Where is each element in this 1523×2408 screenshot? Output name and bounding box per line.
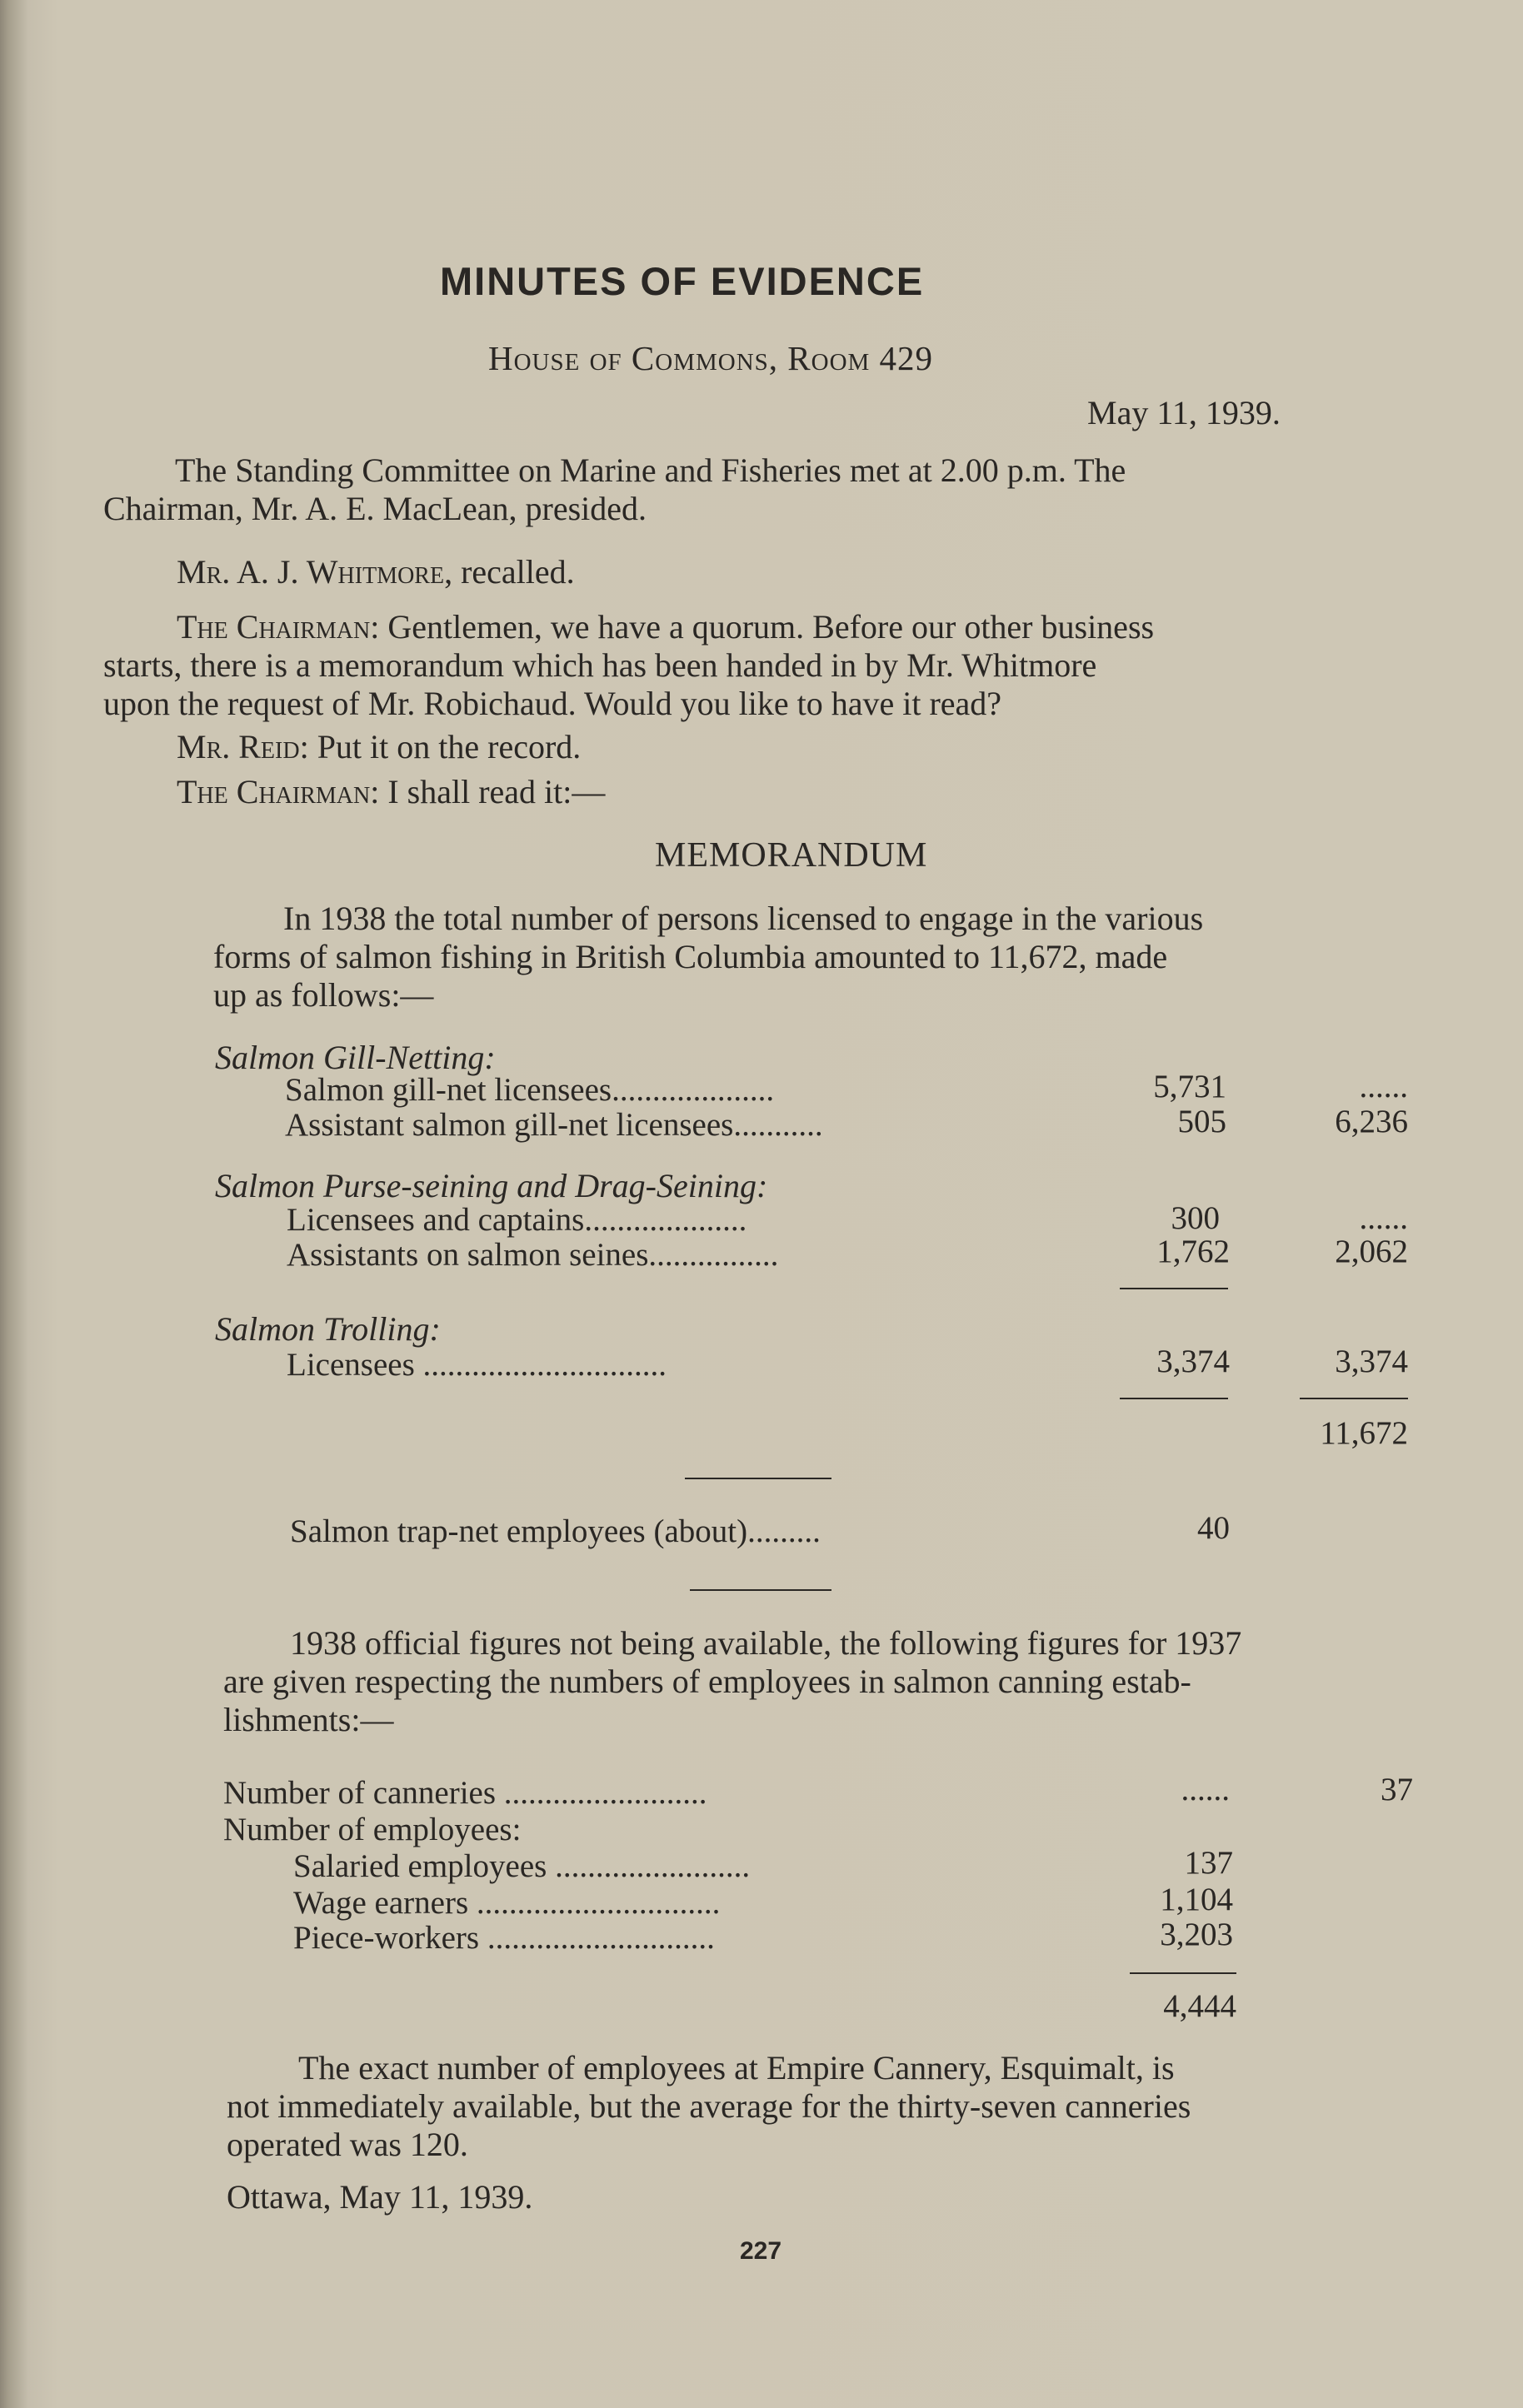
canneries-col2: 37 [1381, 1772, 1413, 1807]
employees-row-1-value: 137 [1184, 1845, 1233, 1881]
trolling-row-1-label: Licensees .............................. [287, 1347, 667, 1383]
opening-line-1: The Standing Committee on Marine and Fisheries met at 2.00 p.m. The [175, 451, 1126, 489]
trolling-row-1-col2: 3,374 [1335, 1344, 1408, 1379]
gill-netting-heading: Salmon Gill-Netting: [215, 1039, 496, 1076]
employees-heading: Number of employees: [223, 1812, 522, 1847]
closing-paragraph [227, 2049, 1413, 2164]
gill-net-row-2-label: Assistant salmon gill-net licensees........... [285, 1107, 823, 1143]
memo-intro-line-2: forms of salmon fishing in British Columbia amounted to 11,672, made [213, 938, 1168, 975]
closing-line-2: not immediately available, but the average for the thirty-seven canneries [227, 2087, 1191, 2125]
purse-row-2-label: Assistants on salmon seines................ [287, 1237, 779, 1273]
page-title: MINUTES OF EVIDENCE [440, 259, 925, 303]
gill-net-row-1-col1: 5,731 [1153, 1069, 1226, 1104]
meeting-date: May 11, 1939. [1087, 394, 1281, 431]
employees-total: 4,444 [1163, 1988, 1236, 2024]
chairman-line-3: upon the request of Mr. Robichaud. Would you like to have it read? [103, 685, 1002, 722]
trolling-heading: Salmon Trolling: [215, 1310, 441, 1348]
witness-name: Mr. A. J. Whitmore, [177, 553, 453, 591]
canning-intro [223, 1624, 1411, 1739]
trolling-row-1-col1: 3,374 [1156, 1344, 1230, 1379]
canneries-col1: ...... [1181, 1772, 1230, 1807]
employees-row-3-label: Piece-workers ............................ [293, 1920, 715, 1956]
canneries-label: Number of canneries ......................... [223, 1775, 707, 1811]
chairman-read-statement [177, 773, 605, 811]
speaker-reid: Mr. Reid: [177, 728, 309, 765]
opening-paragraph [103, 451, 1403, 528]
closing-line-3: operated was 120. [227, 2126, 468, 2163]
purse-row-2-col1: 1,762 [1156, 1234, 1230, 1269]
speaker-chairman-2: The Chairman: [177, 773, 380, 810]
reid-statement [177, 728, 581, 766]
signoff: Ottawa, May 11, 1939. [227, 2178, 533, 2216]
trolling-rule-col1 [1120, 1398, 1228, 1399]
employees-row-2-value: 1,104 [1160, 1882, 1233, 1917]
canning-intro-line-3: lishments:— [223, 1701, 394, 1738]
section-divider-2 [690, 1589, 831, 1591]
employees-row-3-value: 3,203 [1160, 1917, 1233, 1952]
location-subheading: House of Commons, Room 429 [488, 339, 934, 377]
employees-row-2-label: Wage earners .............................. [293, 1885, 721, 1921]
page-number: 227 [740, 2237, 782, 2265]
opening-line-2: Chairman, Mr. A. E. MacLean, presided. [103, 490, 647, 527]
purse-row-1-label: Licensees and captains.................... [287, 1202, 747, 1238]
employees-total-rule [1130, 1972, 1236, 1974]
trap-net-label: Salmon trap-net employees (about)......... [290, 1513, 821, 1549]
memorandum-intro [213, 900, 1405, 1015]
chairman-line-2: starts, there is a memorandum which has been handed in by Mr. Whitmore [103, 646, 1097, 684]
trolling-rule-col2 [1300, 1398, 1408, 1399]
memo-intro-line-3: up as follows:— [213, 976, 434, 1014]
employees-row-1-label: Salaried employees ........................ [293, 1848, 751, 1884]
canning-intro-line-1: 1938 official figures not being available, the following figures for 1937 [290, 1624, 1242, 1662]
chairman-read-text: I shall read it:— [387, 773, 606, 810]
purse-subtotal-rule [1120, 1288, 1228, 1289]
speaker-chairman: The Chairman: [177, 608, 380, 646]
chairman-statement [103, 608, 1403, 723]
witness-line [177, 553, 575, 591]
gill-net-row-1-col2: ...... [1359, 1069, 1408, 1104]
gill-net-row-2-col1: 505 [1177, 1104, 1226, 1139]
gill-net-row-1-label: Salmon gill-net licensees.................... [285, 1072, 775, 1108]
licensees-grand-total: 11,672 [1320, 1415, 1408, 1451]
memo-intro-line-1: In 1938 the total number of persons licensed to engage in the various [283, 900, 1204, 937]
closing-line-1: The exact number of employees at Empire Cannery, Esquimalt, is [298, 2049, 1175, 2086]
witness-status: recalled. [461, 553, 575, 591]
reid-text: Put it on the record. [317, 728, 582, 765]
purse-row-2-col2: 2,062 [1335, 1234, 1408, 1269]
canning-intro-line-2: are given respecting the numbers of employees in salmon canning estab- [223, 1663, 1191, 1700]
purse-seining-heading: Salmon Purse-seining and Drag-Seining: [215, 1167, 768, 1204]
purse-row-1-col2: ...... [1359, 1200, 1408, 1236]
memorandum-heading: MEMORANDUM [655, 836, 928, 875]
section-divider-1 [685, 1478, 831, 1479]
gill-net-row-2-col2: 6,236 [1335, 1104, 1408, 1139]
purse-row-1-col1: 300 [1171, 1200, 1220, 1236]
chairman-line-1: Gentlemen, we have a quorum. Before our other business [387, 608, 1155, 646]
trap-net-value: 40 [1197, 1510, 1230, 1546]
